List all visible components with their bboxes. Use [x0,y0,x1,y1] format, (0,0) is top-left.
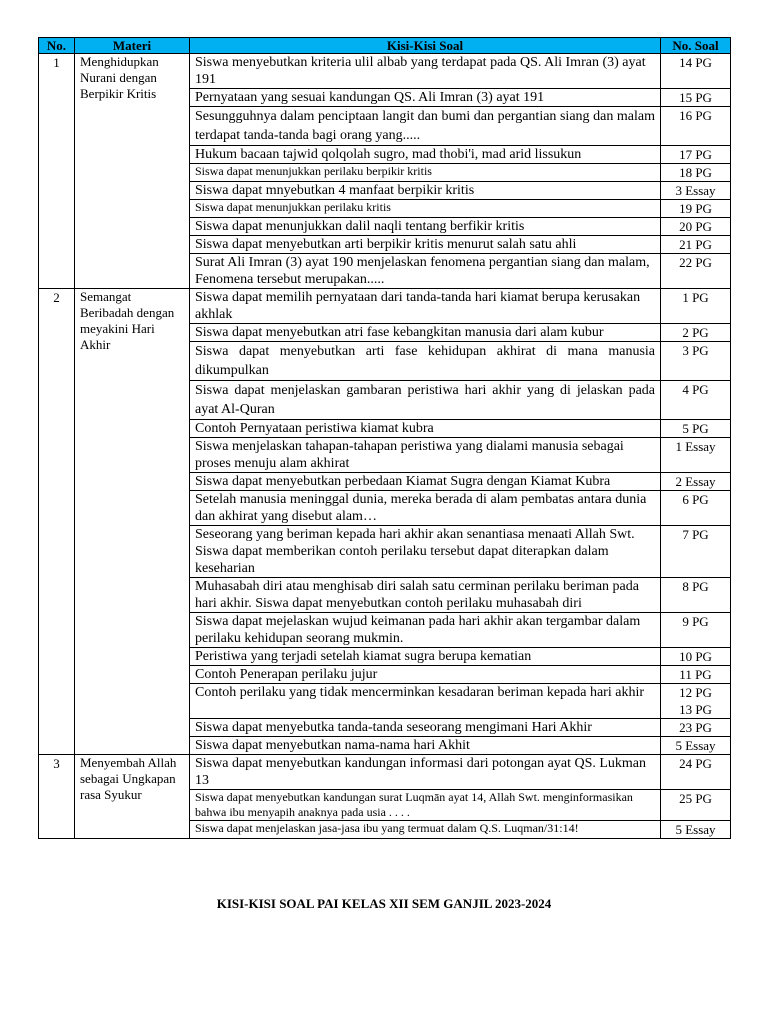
soal-cell [661,218,731,236]
soal-number: 2 Essay [675,474,716,489]
soal-number: 3 PG [682,343,709,358]
soal-number: 5 Essay [675,822,716,837]
soal-cell [661,821,731,839]
kisi-cell: Siswa dapat menunjukkan perilaku kritis [190,200,661,218]
document-title: KISI-KISI SOAL PAI KELAS XII SEM GANJIL 2023-2024 [216,896,552,911]
group-number: 1 [39,54,75,289]
soal-cell [661,666,731,684]
soal-number: 3 Essay [675,183,716,198]
soal-number: 7 PG [682,527,709,542]
soal-number: 25 PG [679,791,712,806]
kisi-cell: Siswa dapat menyebutkan arti fase kehidupan akhirat di mana manusia dikumpulkan [190,342,661,381]
kisi-cell: Contoh Pernyataan peristiwa kiamat kubra [190,420,661,438]
soal-number: 21 PG [679,237,712,252]
kisi-cell: Siswa dapat menyebutkan kandungan surat Luqmān ayat 14, Allah Swt. menginformasikan bahwa ibu menyapih anaknya pada usia . . . . [190,790,661,821]
soal-number: 20 PG [679,219,712,234]
soal-cell [661,790,731,821]
header-kisi: Kisi-Kisi Soal [190,38,661,54]
soal-cell [661,684,731,719]
soal-cell [661,200,731,218]
kisi-cell: Siswa dapat menyebutkan atri fase kebangkitan manusia dari alam kubur [190,324,661,342]
soal-number: 24 PG [679,756,712,771]
kisi-cell: Sesungguhnya dalam penciptaan langit dan bumi dan pergantian siang dan malam terdapat tanda-tanda bagi orang yang..... [190,107,661,146]
soal-number: 4 PG [682,382,709,397]
materi-cell: Menghidupkan Nurani dengan Berpikir Kritis [75,54,190,289]
kisi-cell: Siswa dapat menyebutka tanda-tanda seseorang mengimani Hari Akhir [190,719,661,737]
soal-number: 16 PG [679,108,712,123]
soal-cell [661,473,731,491]
soal-cell [661,236,731,254]
kisi-cell: Siswa dapat menyebutkan arti berpikir kritis menurut salah satu ahli [190,236,661,254]
kisi-cell: Peristiwa yang terjadi setelah kiamat sugra berupa kematian [190,648,661,666]
table-row [39,289,731,324]
soal-number: 6 PG [682,492,709,507]
table-row [39,54,731,89]
materi-cell: Semangat Beribadah dengan meyakini Hari Akhir [75,289,190,755]
soal-cell [661,182,731,200]
kisi-cell: Siswa dapat menunjukkan dalil naqli tentang berfikir kritis [190,218,661,236]
soal-cell [661,289,731,324]
document-page [38,37,730,839]
soal-cell [661,54,731,89]
table-body [39,54,731,839]
kisi-cell: Surat Ali Imran (3) ayat 190 menjelaskan fenomena pergantian siang dan malam, Fenomena tersebut merupakan..... [190,254,661,289]
soal-number: 5 PG [682,421,709,436]
soal-cell [661,648,731,666]
soal-number: 14 PG [679,55,712,70]
header-materi: Materi [75,38,190,54]
soal-cell [661,578,731,613]
soal-cell [661,438,731,473]
kisi-cell: Siswa dapat menjelaskan gambaran peristiwa hari akhir yang di jelaskan pada ayat Al-Quran [190,381,661,420]
kisi-cell: Siswa dapat menjelaskan jasa-jasa ibu yang termuat dalam Q.S. Luqman/31:14! [190,821,661,839]
kisi-cell: Setelah manusia meninggal dunia, mereka berada di alam pembatas antara dunia dan akhirat yang disebut alam… [190,491,661,526]
soal-number: 13 PG [679,702,712,717]
kisi-cell: Seseorang yang beriman kepada hari akhir akan senantiasa menaati Allah Swt. Siswa dapat memberikan contoh perilaku tersebut dapat diterapkan dalam keseharian [190,526,661,578]
soal-number: 2 PG [682,325,709,340]
group-number: 3 [39,755,75,839]
soal-cell [661,342,731,381]
kisi-cell: Pernyataan yang sesuai kandungan QS. Ali Imran (3) ayat 191 [190,89,661,107]
soal-number: 11 PG [679,667,712,682]
soal-cell [661,381,731,420]
kisi-cell: Muhasabah diri atau menghisab diri salah satu cerminan perilaku beriman pada hari akhir. Siswa dapat menyebutkan contoh perilaku muhasabah diri [190,578,661,613]
soal-number: 15 PG [679,90,712,105]
soal-cell [661,491,731,526]
kisi-table [38,37,731,839]
soal-number: 23 PG [679,720,712,735]
soal-cell [661,755,731,790]
table-row [39,755,731,790]
soal-number: 17 PG [679,147,712,162]
kisi-cell: Siswa dapat menyebutkan kandungan informasi dari potongan ayat QS. Lukman 13 [190,755,661,790]
soal-cell [661,420,731,438]
soal-cell [661,613,731,648]
soal-cell [661,89,731,107]
soal-cell [661,164,731,182]
soal-number: 10 PG [679,649,712,664]
soal-number: 5 Essay [675,738,716,753]
kisi-cell: Hukum bacaan tajwid qolqolah sugro, mad thobi'i, mad arid lissukun [190,146,661,164]
soal-cell [661,107,731,146]
materi-cell: Menyembah Allah sebagai Ungkapan rasa Syukur [75,755,190,839]
header-soal: No. Soal [661,38,731,54]
soal-number: 1 Essay [675,439,716,454]
kisi-cell: Siswa dapat menunjukkan perilaku berpikir kritis [190,164,661,182]
soal-number: 1 PG [682,290,709,305]
header-no: No. [39,38,75,54]
soal-cell [661,146,731,164]
kisi-cell: Siswa dapat mejelaskan wujud keimanan pada hari akhir akan tergambar dalam perilaku kehidupan seorang mukmin. [190,613,661,648]
kisi-cell: Siswa menyebutkan kriteria ulil albab yang terdapat pada QS. Ali Imran (3) ayat 191 [190,54,661,89]
soal-cell [661,324,731,342]
kisi-cell: Contoh Penerapan perilaku jujur [190,666,661,684]
group-number: 2 [39,289,75,755]
soal-number: 8 PG [682,579,709,594]
kisi-cell: Siswa dapat menyebutkan nama-nama hari Akhit [190,737,661,755]
soal-number: 19 PG [679,201,712,216]
soal-cell [661,719,731,737]
kisi-cell: Contoh perilaku yang tidak mencerminkan kesadaran beriman kepada hari akhir [190,684,661,719]
soal-number: 18 PG [679,165,712,180]
table-header-row [39,38,731,54]
kisi-cell: Siswa menjelaskan tahapan-tahapan peristiwa yang dialami manusia sebagai proses menuju alam akhirat [190,438,661,473]
soal-number: 12 PG [679,685,712,700]
soal-number: 22 PG [679,255,712,270]
soal-cell [661,737,731,755]
kisi-cell: Siswa dapat menyebutkan perbedaan Kiamat Sugra dengan Kiamat Kubra [190,473,661,491]
soal-cell [661,526,731,578]
kisi-cell: Siswa dapat mnyebutkan 4 manfaat berpikir kritis [190,182,661,200]
soal-number: 9 PG [682,614,709,629]
kisi-cell: Siswa dapat memilih pernyataan dari tanda-tanda hari kiamat berupa kerusakan akhlak [190,289,661,324]
soal-cell [661,254,731,289]
